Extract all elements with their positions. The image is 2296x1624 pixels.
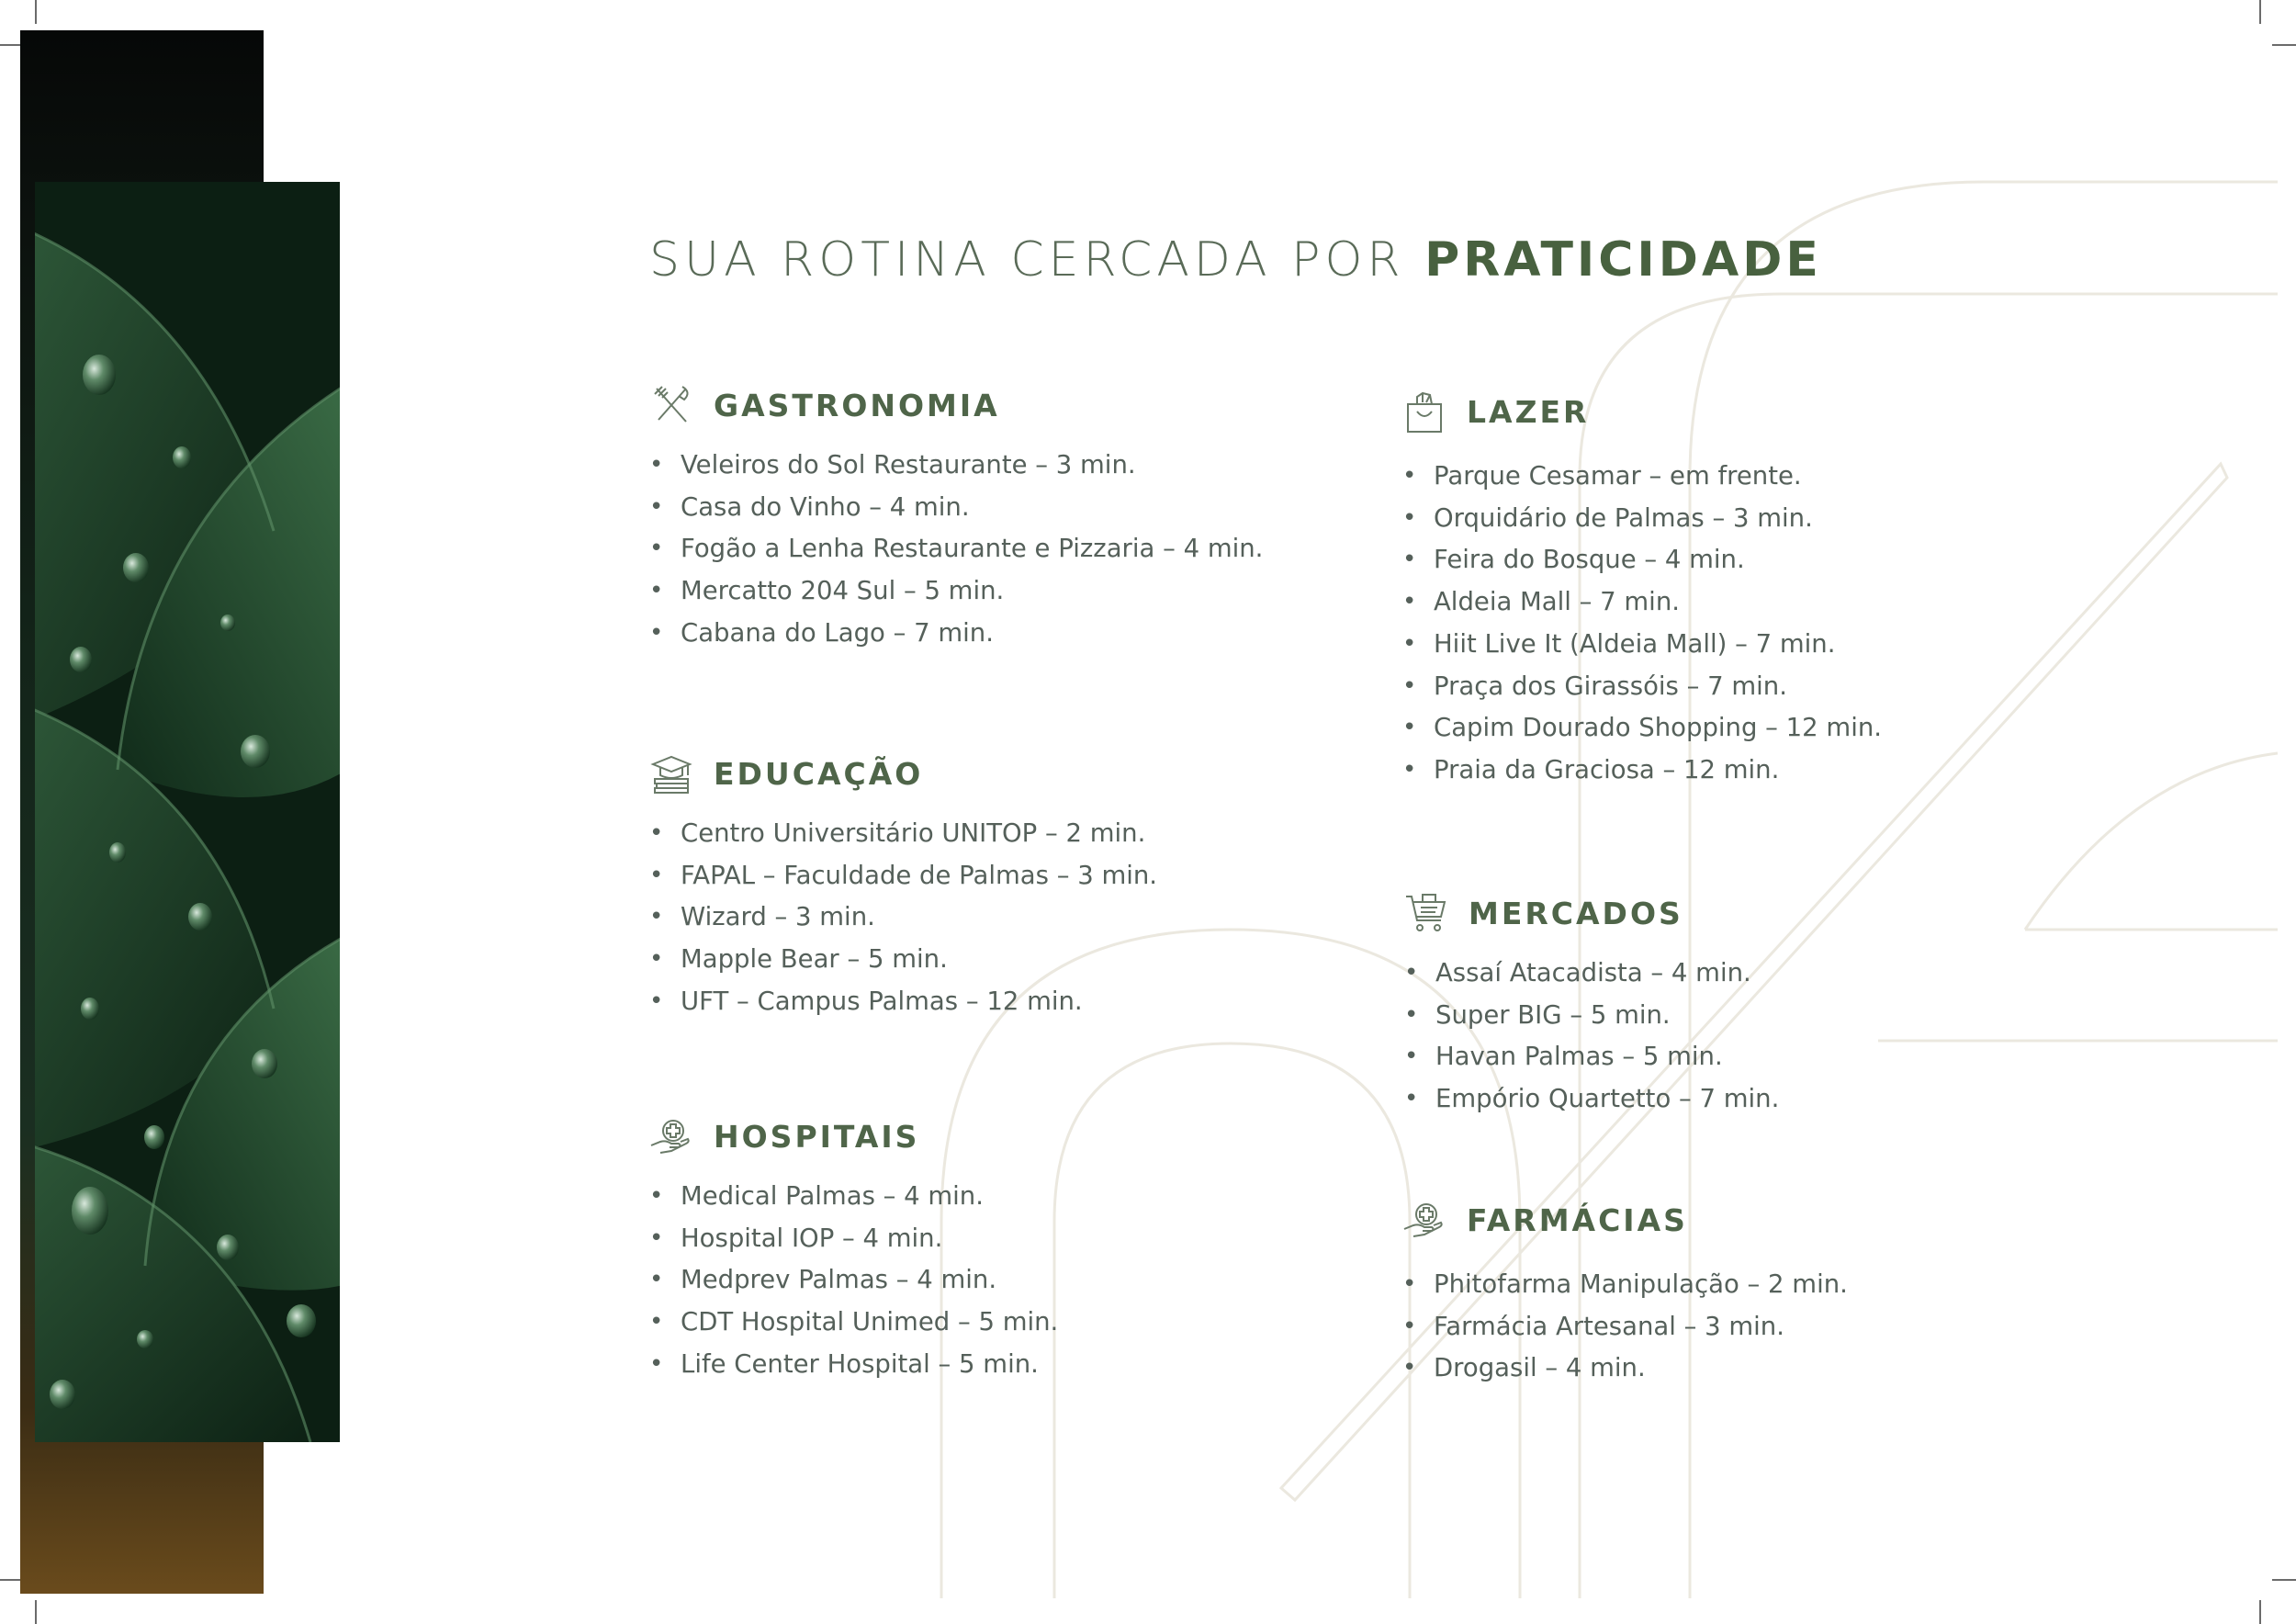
section-header: [1404, 885, 1779, 941]
list-item: • Wizard – 3 min.: [649, 897, 1157, 939]
section-heading: MERCADOS: [1469, 895, 1683, 931]
fork-knife-icon: [649, 383, 693, 427]
list-item: • UFT – Campus Palmas – 12 min.: [649, 981, 1157, 1023]
section-header: [649, 746, 1157, 801]
shopping-bag-icon: [1402, 389, 1446, 434]
section-list: [1402, 456, 1882, 792]
list-item: • Farmácia Artesanal – 3 min.: [1402, 1306, 1848, 1348]
shopping-cart-icon: [1404, 891, 1448, 935]
section-list: [1402, 1264, 1848, 1390]
graduation-cap-books-icon: [649, 751, 693, 795]
list-item: • Mercatto 204 Sul – 5 min.: [649, 570, 1263, 613]
list-item: • Empório Quartetto – 7 min.: [1404, 1078, 1779, 1121]
section-header: [649, 378, 1263, 433]
list-item: • Assaí Atacadista – 4 min.: [1404, 953, 1779, 995]
list-item: • Hospital IOP – 4 min.: [649, 1218, 1058, 1260]
list-item: • Parque Cesamar – em frente.: [1402, 456, 1882, 498]
section-educacao: [649, 746, 1157, 1023]
section-heading: LAZER: [1467, 393, 1590, 430]
list-item: • Super BIG – 5 min.: [1404, 995, 1779, 1037]
section-list: [649, 445, 1263, 655]
list-item: • Praia da Graciosa – 12 min.: [1402, 750, 1882, 792]
section-header: [1402, 384, 1882, 439]
title-light: SUA ROTINA CERCADA POR: [649, 232, 1405, 288]
page-title: [649, 232, 1822, 288]
list-item: • Life Center Hospital – 5 min.: [649, 1344, 1058, 1386]
list-item: • Medprev Palmas – 4 min.: [649, 1259, 1058, 1302]
list-item: • Hiit Live It (Aldeia Mall) – 7 min.: [1402, 624, 1882, 666]
section-list: [649, 813, 1157, 1023]
list-item: • Veleiros do Sol Restaurante – 3 min.: [649, 445, 1263, 487]
section-heading: FARMÁCIAS: [1467, 1201, 1688, 1238]
list-item: • Aldeia Mall – 7 min.: [1402, 581, 1882, 624]
list-item: • Phitofarma Manipulação – 2 min.: [1402, 1264, 1848, 1306]
title-bold: PRATICIDADE: [1424, 232, 1822, 288]
section-heading: HOSPITAIS: [714, 1118, 920, 1155]
list-item: • Orquidário de Palmas – 3 min.: [1402, 498, 1882, 540]
section-mercados: [1404, 885, 1779, 1121]
section-heading: EDUCAÇÃO: [714, 755, 924, 792]
list-item: • Cabana do Lago – 7 min.: [649, 613, 1263, 655]
section-farmacias: [1402, 1192, 1848, 1390]
list-item: • Casa do Vinho – 4 min.: [649, 487, 1263, 529]
section-header: [1402, 1192, 1848, 1247]
list-item: • Centro Universitário UNITOP – 2 min.: [649, 813, 1157, 855]
section-heading: GASTRONOMIA: [714, 387, 1000, 423]
hand-medical-cross-icon: [1402, 1198, 1446, 1242]
section-list: [649, 1176, 1058, 1386]
section-gastronomia: [649, 378, 1263, 655]
section-header: [649, 1109, 1058, 1164]
section-hospitais: [649, 1109, 1058, 1386]
list-item: • Medical Palmas – 4 min.: [649, 1176, 1058, 1218]
list-item: • FAPAL – Faculdade de Palmas – 3 min.: [649, 855, 1157, 897]
list-item: • Feira do Bosque – 4 min.: [1402, 539, 1882, 581]
leaf-photo: [35, 182, 340, 1442]
list-item: • Fogão a Lenha Restaurante e Pizzaria – 4 min.: [649, 528, 1263, 570]
section-lazer: [1402, 384, 1882, 792]
list-item: • Mapple Bear – 5 min.: [649, 939, 1157, 981]
section-list: [1404, 953, 1779, 1121]
list-item: • CDT Hospital Unimed – 5 min.: [649, 1302, 1058, 1344]
hand-medical-cross-icon: [649, 1114, 693, 1158]
list-item: • Drogasil – 4 min.: [1402, 1348, 1848, 1390]
list-item: • Havan Palmas – 5 min.: [1404, 1036, 1779, 1078]
list-item: • Capim Dourado Shopping – 12 min.: [1402, 707, 1882, 750]
list-item: • Praça dos Girassóis – 7 min.: [1402, 666, 1882, 708]
